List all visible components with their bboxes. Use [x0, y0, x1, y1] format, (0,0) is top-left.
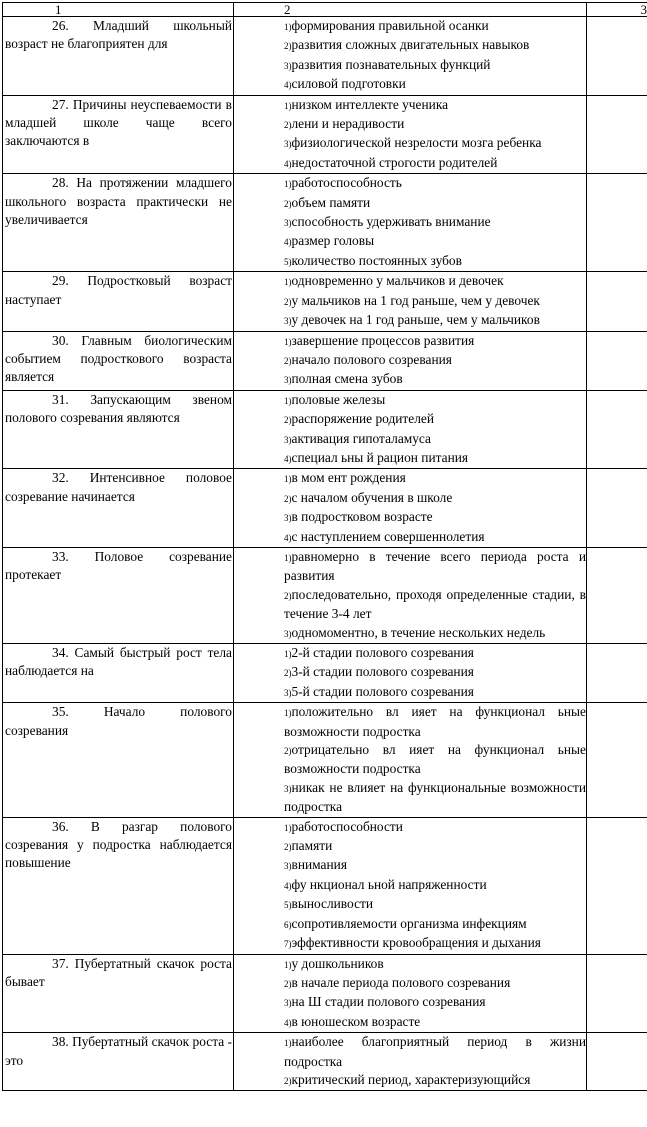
test-table: [2, 2, 647, 1091]
answer-option: [284, 624, 586, 643]
option-number: 2): [284, 41, 292, 52]
option-number: 3): [284, 628, 292, 639]
question-text: 34. Самый быстрый рост тела наблюдается на: [3, 644, 234, 703]
answer-option: [284, 391, 586, 410]
question-text: 28. На протяжении младшего школьного возраста практически не увеличивается: [3, 174, 234, 272]
option-text: с наступлением совершеннолетия: [291, 528, 485, 544]
option-text: памяти: [291, 838, 333, 854]
option-text: объем памяти: [291, 194, 371, 210]
option-text: положительно вл ияет на функционал ьные возможности подростка: [284, 704, 586, 739]
option-text: у мальчиков на 1 год раньше, чем у девочек: [291, 292, 540, 308]
option-number: 4): [284, 532, 292, 543]
option-text: внимания: [291, 857, 347, 873]
question-text: 27. Причины неуспеваемости в младшей школе чаще всего заключаются в: [3, 95, 234, 174]
question-text: 38. Пубертатный скачок роста - это: [3, 1033, 234, 1091]
answer-option: [284, 837, 586, 856]
header-col-3: 3: [587, 3, 647, 17]
option-number: 3): [284, 513, 292, 524]
answer-option: [284, 1071, 586, 1090]
options-cell: [234, 1033, 587, 1091]
options-cell: [234, 331, 587, 390]
option-text: в мом ент рождения: [291, 470, 406, 486]
question-row: [3, 703, 647, 817]
option-text: никак не влияет на функциональные возможности подростка: [284, 779, 586, 815]
option-text: 5-й стадии полового созревания: [291, 683, 474, 699]
answer-option: [284, 292, 586, 311]
option-text: 3-й стадии полового созревания: [291, 664, 474, 680]
answer-option: [284, 779, 586, 817]
answer-option: [284, 548, 586, 586]
option-text: работоспособности: [291, 818, 403, 834]
option-text: наиболее благоприятный период в жизни подростка: [284, 1034, 586, 1069]
answer-cell[interactable]: [587, 817, 647, 954]
answer-option: [284, 876, 586, 895]
header-col-2: 2: [234, 3, 587, 17]
option-text: силовой подготовки: [291, 76, 406, 92]
answer-option: [284, 818, 586, 837]
option-number: 6): [284, 919, 292, 930]
option-number: 2): [284, 590, 292, 601]
option-text: в начале периода полового созревания: [291, 974, 511, 990]
question-row: [3, 390, 647, 469]
option-number: 3): [284, 218, 292, 229]
answer-option: [284, 272, 586, 291]
answer-option: [284, 1013, 586, 1032]
question-text: 36. В разгар полового созревания у подростка наблюдается повышение: [3, 817, 234, 954]
option-text: половые железы: [291, 391, 386, 407]
answer-option: [284, 17, 586, 36]
question-row: [3, 17, 647, 96]
answer-option: [284, 741, 586, 779]
option-text: на Ш стадии полового созревания: [291, 994, 486, 1010]
answer-option: [284, 934, 586, 953]
answer-cell[interactable]: [587, 174, 647, 272]
answer-option: [284, 915, 586, 934]
answer-option: [284, 96, 586, 115]
answer-option: [284, 489, 586, 508]
option-text: активация гипоталамуса: [291, 430, 431, 446]
question-text: 35. Начало полового созревания: [3, 703, 234, 817]
question-row: [3, 547, 647, 643]
option-number: 3): [284, 139, 292, 150]
answer-option: [284, 410, 586, 429]
options-cell: [234, 390, 587, 469]
header-row: [3, 3, 647, 17]
question-text: 26. Младший школьный возраст не благоприятен для: [3, 17, 234, 96]
options-cell: [234, 174, 587, 272]
option-number: 3): [284, 783, 292, 794]
option-number: 2): [284, 415, 292, 426]
question-row: [3, 469, 647, 548]
answer-option: [284, 644, 586, 663]
options-cell: [234, 469, 587, 548]
answer-option: [284, 213, 586, 232]
option-text: сопротивляемости организма инфекциям: [291, 915, 527, 931]
question-text: 32. Интенсивное половое созревание начинается: [3, 469, 234, 548]
option-number: 1): [284, 552, 292, 563]
question-row: [3, 174, 647, 272]
option-number: 3): [284, 998, 292, 1009]
option-number: 7): [284, 939, 292, 950]
option-text: фу нкционал ьной напряженности: [291, 876, 487, 892]
option-text: начало полового созревания: [291, 351, 452, 367]
option-number: 4): [284, 237, 292, 248]
answer-option: [284, 856, 586, 875]
answer-option: [284, 75, 586, 94]
option-text: в подростковом возрасте: [291, 509, 433, 525]
answer-option: [284, 955, 586, 974]
option-number: 1): [284, 100, 292, 111]
option-number: 2): [284, 668, 292, 679]
answer-cell[interactable]: [587, 331, 647, 390]
header-col-1: 1: [3, 3, 234, 17]
option-text: отрицательно вл ияет на функционал ьные возможности подростка: [284, 742, 586, 777]
option-text: полная смена зубов: [291, 371, 403, 387]
option-number: 3): [284, 687, 292, 698]
option-text: низком интеллекте ученика: [291, 96, 449, 112]
option-number: 1): [284, 277, 292, 288]
answer-option: [284, 469, 586, 488]
answer-option: [284, 36, 586, 55]
question-text: 29. Подростковый возраст наступает: [3, 272, 234, 331]
question-row: [3, 331, 647, 390]
option-text: способность удерживать внимание: [291, 214, 491, 230]
option-text: критический период, характеризующийся: [291, 1071, 531, 1087]
answer-option: [284, 663, 586, 682]
option-number: 1): [284, 336, 292, 347]
option-text: завершение процессов развития: [291, 332, 475, 348]
answer-option: [284, 508, 586, 527]
option-number: 2): [284, 1075, 292, 1086]
options-cell: [234, 95, 587, 174]
question-row: [3, 644, 647, 703]
option-text: лени и нерадивости: [291, 116, 405, 132]
option-text: последовательно, проходя определенные стадии, в течение 3-4 лет: [284, 586, 586, 622]
option-text: физиологической незрелости мозга ребенка: [291, 135, 542, 151]
option-number: 3): [284, 375, 292, 386]
answer-option: [284, 993, 586, 1012]
answer-option: [284, 115, 586, 134]
answer-cell[interactable]: [587, 644, 647, 703]
option-text: формирования правильной осанки: [291, 18, 489, 33]
option-text: равномерно в течение всего периода роста и развития: [284, 548, 586, 584]
answer-option: [284, 332, 586, 351]
option-number: 1): [284, 822, 292, 833]
option-number: 1): [284, 179, 292, 190]
option-number: 2): [284, 978, 292, 989]
answer-option: [284, 1033, 586, 1071]
option-text: работоспособность: [291, 175, 402, 191]
answer-option: [284, 683, 586, 702]
option-number: 5): [284, 256, 292, 267]
option-number: 3): [284, 316, 292, 327]
answer-option: [284, 311, 586, 330]
answer-option: [284, 174, 586, 193]
answer-option: [284, 194, 586, 213]
answer-option: [284, 703, 586, 741]
option-number: 3): [284, 434, 292, 445]
option-text: недостаточной строгости родителей: [291, 154, 498, 170]
options-cell: [234, 17, 587, 96]
option-number: 4): [284, 80, 292, 91]
option-text: у девочек на 1 год раньше, чем у мальчиков: [291, 312, 540, 328]
option-text: 2-й стадии полового созревания: [291, 645, 474, 660]
option-number: 3): [284, 861, 292, 872]
question-text: 37. Пубертатный скачок роста бывает: [3, 954, 234, 1033]
answer-option: [284, 586, 586, 624]
options-cell: [234, 547, 587, 643]
option-number: 4): [284, 453, 292, 464]
option-number: 2): [284, 198, 292, 209]
answer-option: [284, 895, 586, 914]
option-text: развития познавательных функций: [291, 56, 491, 72]
option-text: специал ьны й рацион питания: [291, 449, 469, 465]
option-number: 2): [284, 746, 292, 757]
option-number: 4): [284, 1017, 292, 1028]
question-row: [3, 272, 647, 331]
answer-option: [284, 134, 586, 153]
option-number: 1): [284, 1038, 292, 1049]
option-number: 1): [284, 649, 292, 659]
answer-option: [284, 430, 586, 449]
question-row: [3, 954, 647, 1033]
answer-cell[interactable]: [587, 17, 647, 96]
option-number: 1): [284, 959, 292, 970]
option-text: в юношеском возрасте: [291, 1013, 421, 1029]
option-number: 1): [284, 395, 292, 406]
option-number: 1): [284, 22, 292, 32]
answer-option: [284, 974, 586, 993]
question-row: [3, 817, 647, 954]
question-row: [3, 95, 647, 174]
answer-option: [284, 449, 586, 468]
option-text: у дошкольников: [291, 955, 384, 971]
options-cell: [234, 644, 587, 703]
option-number: 3): [284, 60, 292, 71]
answer-option: [284, 154, 586, 173]
answer-cell[interactable]: [587, 390, 647, 469]
answer-cell[interactable]: [587, 954, 647, 1033]
option-number: 2): [284, 842, 292, 853]
answer-cell[interactable]: [587, 703, 647, 817]
option-text: одновременно у мальчиков и девочек: [291, 273, 504, 289]
answer-cell[interactable]: [587, 469, 647, 548]
option-number: 2): [284, 493, 292, 504]
answer-cell[interactable]: [587, 547, 647, 643]
answer-cell[interactable]: [587, 95, 647, 174]
options-cell: [234, 817, 587, 954]
option-number: 1): [284, 708, 292, 719]
option-number: 5): [284, 900, 292, 911]
option-text: размер головы: [291, 233, 375, 249]
options-cell: [234, 272, 587, 331]
options-cell: [234, 954, 587, 1033]
answer-option: [284, 232, 586, 251]
option-number: 2): [284, 120, 292, 131]
option-text: с началом обучения в школе: [291, 489, 453, 505]
options-cell: [234, 703, 587, 817]
question-text: 31. Запускающим звеном полового созревания являются: [3, 390, 234, 469]
option-number: 2): [284, 296, 292, 307]
option-text: выносливости: [291, 896, 374, 912]
answer-option: [284, 351, 586, 370]
question-text: 30. Главным биологическим событием подросткового возраста является: [3, 331, 234, 390]
option-text: эффективности кровообращения и дыхания: [291, 935, 541, 951]
option-text: распоряжение родителей: [291, 411, 435, 427]
option-number: 4): [284, 880, 292, 891]
option-text: развития сложных двигательных навыков: [291, 37, 530, 53]
question-text: 33. Половое созревание протекает: [3, 547, 234, 643]
option-text: одномоментно, в течение нескольких недель: [291, 624, 546, 640]
question-row: [3, 1033, 647, 1091]
answer-cell[interactable]: [587, 272, 647, 331]
answer-option: [284, 528, 586, 547]
option-number: 1): [284, 474, 292, 485]
option-text: количество постоянных зубов: [291, 252, 462, 268]
answer-option: [284, 56, 586, 75]
option-number: 2): [284, 355, 292, 366]
answer-option: [284, 370, 586, 389]
answer-cell[interactable]: [587, 1033, 647, 1091]
option-number: 4): [284, 158, 292, 169]
answer-option: [284, 252, 586, 271]
